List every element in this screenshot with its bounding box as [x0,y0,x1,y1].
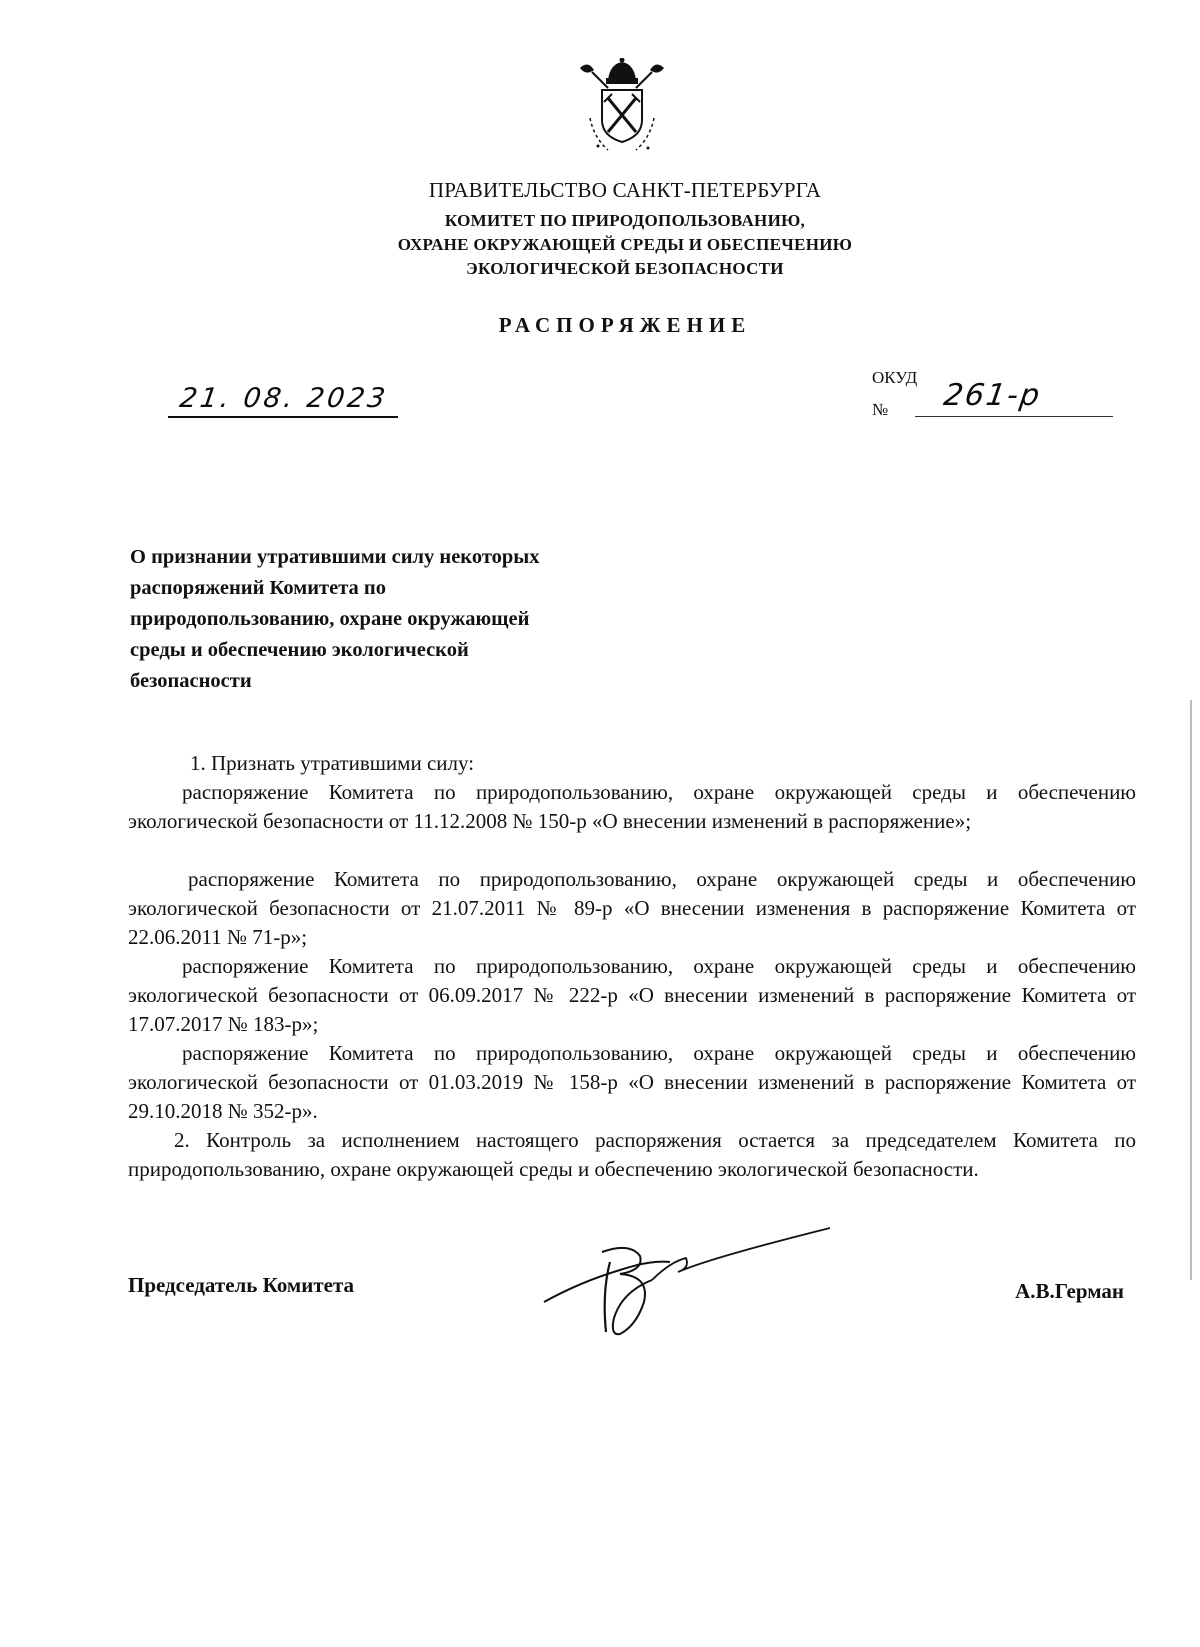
handwritten-signature [540,1222,840,1342]
paragraph-2: распоряжение Комитета по природопользованию, охране окружающей среды и обеспечению экологической безопасности от 11.12.2008 № 150-р «О внесении изменений в распоряжение»; [128,780,1136,833]
document-subject: О признании утратившими силу некоторых распоряжений Комитета по природопользованию, охране окружающей среды и обеспечению экологической безопасности [130,546,540,692]
handwritten-number: 261-р [941,378,1044,413]
scan-edge-line [1190,700,1192,1280]
document-type: РАСПОРЯЖЕНИЕ [498,313,752,337]
number-underline [915,416,1113,417]
handwritten-date: 21. 08. 2023 [177,383,390,414]
signatory-name: А.В.Герман [1015,1279,1124,1303]
paragraph-4: распоряжение Комитета по природопользованию, охране окружающей среды и обеспечению экологической безопасности от 06.09.2017 № 222-р «О внесении изменений в распоряжение Комитета от 17.07.2017 № 183-р»; [128,954,1136,1036]
paragraph-3: распоряжение Комитета по природопользованию, охране окружающей среды и обеспечению экологической безопасности от 21.07.2011 № 89-р «О внесении изменения в распоряжение Комитета от 22.06.2011 № 71-р»; [128,867,1136,949]
number-label: № [872,400,889,419]
committee-line-3: ЭКОЛОГИЧЕСКОЙ БЕЗОПАСНОСТИ [466,259,784,278]
paragraph-1: 1. Признать утратившими силу: [190,751,475,775]
date-underline [168,416,398,418]
okud-label: ОКУД [872,368,918,387]
signatory-title: Председатель Комитета [128,1273,355,1297]
government-title: ПРАВИТЕЛЬСТВО САНКТ-ПЕТЕРБУРГА [428,178,822,202]
committee-line-1: КОМИТЕТ ПО ПРИРОДОПОЛЬЗОВАНИЮ, [444,211,806,230]
coat-of-arms-emblem [578,58,666,158]
paragraph-6: 2. Контроль за исполнением настоящего распоряжения остается за председателем Комитета по природопользованию, охране окружающей среды и обеспечению экологической безопасности. [128,1128,1136,1181]
paragraph-5: распоряжение Комитета по природопользованию, охране окружающей среды и обеспечению экологической безопасности от 01.03.2019 № 158-р «О внесении изменений в распоряжение Комитета от 29.10.2018 № 352-р». [128,1041,1136,1123]
committee-line-2: ОХРАНЕ ОКРУЖАЮЩЕЙ СРЕДЫ И ОБЕСПЕЧЕНИЮ [397,235,853,254]
